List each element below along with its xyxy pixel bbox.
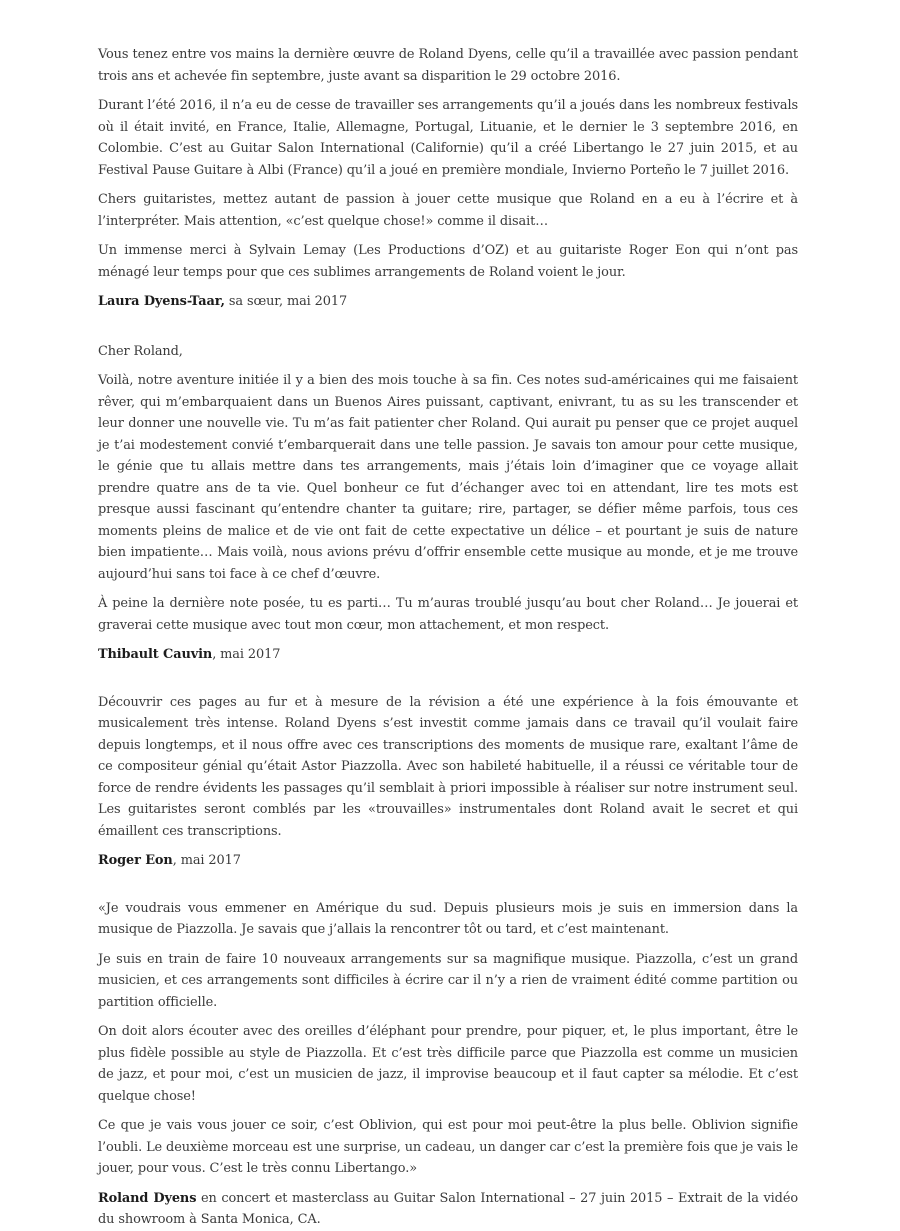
paragraph: Voilà, notre aventure initiée il y a bien des mois touche à sa fin. Ces notes sud-américaines qui me faisaient rêver, qui m’embarquaient dans un Buenos Aires puissant, captivant, enivrant, tu as su les transcender et leur donner une nouvelle vie. Tu m’as fait patienter cher Roland. Qui aurait pu penser que ce projet auquel je t’ai modestement convié t’embarquerait dans une telle passion. Je savais ton amour pour cette musique, le génie que tu allais mettre dans tes arrangements, mais j’étais loin d’imaginer que ce voyage allait prendre quatre ans de ta vie. Quel bonheur ce fut d’échanger avec toi en attendant, lire tes mots est presque aussi fascinant qu’entendre chanter ta guitare; rire, partager, se défier même parfois, tous ces moments pleins de malice et de vie ont fait de cette expectative un délice – et pourtant je suis de nature bien impatiente… Mais voilà, nous avions prévu d’offrir ensemble cette musique au monde, et je me trouve aujourd’hui sans toi face à ce chef d’œuvre. (98, 373, 798, 582)
document-page (98, 44, 798, 1231)
section-spacer (98, 872, 798, 898)
paragraph: Vous tenez entre vos mains la dernière œuvre de Roland Dyens, celle qu’il a travaillée avec passion pendant trois ans et achevée fin septembre, juste avant sa disparition le 29 octobre 2016. (98, 47, 798, 84)
signature (98, 850, 798, 872)
paragraph: Chers guitaristes, mettez autant de passion à jouer cette musique que Roland en a eu à l’écrire et à l’interpréter. Mais attention, «c’est quelque chose!» comme il disait… (98, 192, 798, 229)
signature-detail: en concert et masterclass au Guitar Salon International – 27 juin 2015 – Extrait de la vidéo du showroom à Santa Monica, CA. (98, 1190, 799, 1227)
section-publisher-note (98, 44, 798, 313)
signature-detail: , mai 2017 (212, 647, 281, 662)
signature-name: Roger Eon (98, 853, 173, 868)
paragraph: «Je voudrais vous emmener en Amérique du sud. Depuis plusieurs mois je suis en immersion dans la musique de Piazzolla. Je savais que j’allais la rencontrer tôt ou tard, et c’est maintenant. (98, 900, 798, 937)
signature (98, 291, 798, 313)
signature-detail: sa sœur, mai 2017 (224, 294, 348, 309)
section-revision-note (98, 692, 798, 872)
section-spacer (98, 666, 798, 692)
section-spacer (98, 313, 798, 341)
signature-name: Laura Dyens-Taar, (98, 294, 225, 309)
paragraph: Ce que je vais vous jouer ce soir, c’est Oblivion, qui est pour moi peut-être la plus belle. Oblivion signifie l’oubli. Le deuxième morceau est une surprise, un cadeau, un danger car c’est la première fois que je vais le jouer, pour vous. C’est le très connu Libertango.» (98, 1118, 798, 1176)
paragraph: Découvrir ces pages au fur et à mesure de la révision a été une expérience à la fois émouvante et musicalement très intense. Roland Dyens s’est investit comme jamais dans ce travail qu’il voulait faire depuis longtemps, et il nous offre avec ces transcriptions des moments de musique rare, exaltant l’âme de ce compositeur génial qu’était Astor Piazzolla. Avec son habileté habituelle, il a réussi ce véritable tour de force de rendre évidents les passages qu’il semblait à priori impossible à réaliser sur notre instrument seul. Les guitaristes seront comblés par les «trouvailles» instrumentales dont Roland avait le secret et qui émaillent ces transcriptions. (98, 694, 798, 839)
signature-detail: , mai 2017 (172, 853, 241, 868)
paragraph: Je suis en train de faire 10 nouveaux arrangements sur sa magnifique musique. Piazzolla, c’est un grand musicien, et ces arrangements sont difficiles à écrire car il n’y a rien de vraiment édité comme partition ou partition officielle. (98, 951, 798, 1010)
paragraph: Un immense merci à Sylvain Lemay (Les Productions d’OZ) et au guitariste Roger Eon qui n’ont pas ménagé leur temps pour que ces sublimes arrangements de Roland voient le jour. (98, 243, 798, 280)
section-letter-cauvin (98, 341, 798, 666)
paragraph: On doit alors écouter avec des oreilles d’éléphant pour prendre, pour piquer, et, le plus important, être le plus fidèle possible au style de Piazzolla. Et c’est très difficile parce que Piazzolla est comme un musicien de jazz, et pour moi, c’est un musicien de jazz, il improvise beaucoup et il faut capter sa mélodie. Et c’est quelque chose! (98, 1024, 798, 1104)
paragraph: Durant l’été 2016, il n’a eu de cesse de travailler ses arrangements qu’il a joués dans les nombreux festivals où il était invité, en France, Italie, Allemagne, Portugal, Lituanie, et le dernier le 3 septembre 2016, en Colombie. C’est au Guitar Salon International (Californie) qu’il a créé Libertango le 27 juin 2015, et au Festival Pause Guitare à Albi (France) qu’il a joué en première mondiale, Invierno Porteño le 7 juillet 2016. (98, 98, 798, 178)
signature-name: Thibault Cauvin (98, 647, 213, 662)
signature (98, 1188, 798, 1231)
greeting: Cher Roland, (98, 343, 183, 359)
signature-name: Roland Dyens (98, 1190, 197, 1206)
paragraph: À peine la dernière note posée, tu es parti… Tu m’auras troublé jusqu’au bout cher Roland… Je jouerai et graverai cette musique avec tout mon cœur, mon attachement, et mon respect. (98, 596, 798, 633)
section-dyens-quote (98, 898, 798, 1231)
signature (98, 644, 798, 666)
